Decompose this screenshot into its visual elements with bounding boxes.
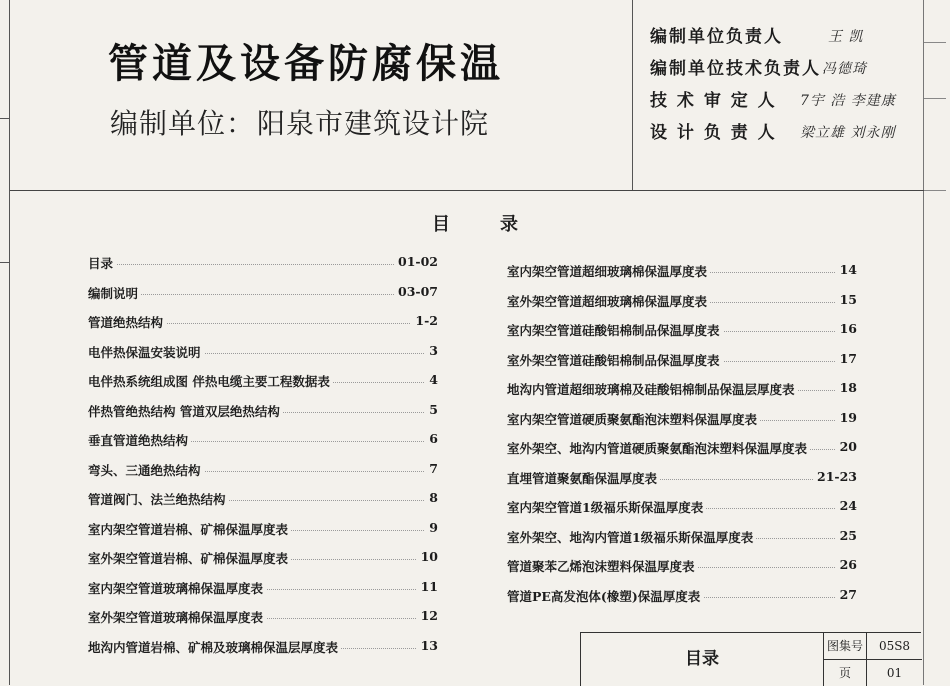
toc-item[interactable] (507, 557, 857, 587)
toc-item[interactable] (88, 372, 438, 402)
toc-item[interactable] (507, 262, 857, 292)
border-tick (0, 262, 10, 263)
header-bottom-rule (10, 190, 924, 191)
toc-item-page: 5 (425, 402, 438, 417)
staff-role: 技 术 审 定 人 (650, 91, 777, 111)
toc-item-page: 4 (425, 372, 438, 387)
toc-item-title: 管道聚苯乙烯泡沫塑料保温厚度表 (507, 557, 698, 575)
border-tick (924, 190, 946, 191)
compiling-unit-label: 编制单位： (110, 107, 256, 140)
toc-item-title: 管道绝热结构 (88, 313, 166, 331)
toc-item-title: 室外架空、地沟内管道1级福乐斯保温厚度表 (507, 528, 756, 546)
toc-item-title: 室外架空管道超细玻璃棉保温厚度表 (507, 292, 710, 310)
toc-item-page: 3 (425, 343, 438, 358)
toc-item-page: 25 (836, 528, 857, 543)
toc-item-title: 地沟内管道岩棉、矿棉及玻璃棉保温层厚度表 (88, 638, 341, 656)
toc-item[interactable] (88, 343, 438, 373)
toc-item-title: 弯头、三通绝热结构 (88, 461, 204, 479)
toc-item-page: 7 (425, 461, 438, 476)
toc-item-title: 管道阀门、法兰绝热结构 (88, 490, 229, 508)
toc-item[interactable] (88, 608, 438, 638)
atlas-title: 管道及设备防腐保温 (108, 41, 504, 87)
staff-signature: 冯德琦 (822, 61, 867, 77)
toc-item[interactable] (507, 351, 857, 381)
toc-item-title: 室内架空管道超细玻璃棉保温厚度表 (507, 262, 710, 280)
toc-item-title: 地沟内管道超细玻璃棉及硅酸铝棉制品保温层厚度表 (507, 380, 798, 398)
toc-item-title: 编制说明 (88, 284, 141, 302)
staff-signature: 王 凯 (828, 29, 864, 45)
toc-item[interactable] (88, 638, 438, 668)
toc-item-page: 20 (836, 439, 857, 454)
toc-item-page: 9 (425, 520, 438, 535)
toc-item[interactable] (88, 431, 438, 461)
toc-item-page: 26 (836, 557, 857, 572)
toc-item[interactable] (88, 520, 438, 550)
toc-item-page: 11 (417, 579, 438, 594)
toc-item-title: 电伴热保温安装说明 (88, 343, 204, 361)
title-block-grid (823, 633, 922, 686)
toc-item-page: 24 (836, 498, 857, 513)
toc-item-page: 21-23 (813, 469, 857, 484)
toc-item-title: 室外架空管道硅酸铝棉制品保温厚度表 (507, 351, 723, 369)
toc-item-title: 目录 (88, 254, 116, 272)
staff-role: 设 计 负 责 人 (650, 123, 777, 143)
toc-right-column (507, 262, 857, 616)
toc-item[interactable] (88, 254, 438, 284)
staff-signature: 7宇 浩 李建康 (800, 93, 896, 109)
compiling-unit (110, 102, 489, 142)
staff-row (650, 22, 930, 54)
atlas-number-value: 05S8 (878, 639, 911, 653)
toc-item-page: 19 (836, 410, 857, 425)
staff-row (650, 118, 930, 150)
toc-item[interactable] (507, 587, 857, 617)
toc-item-page: 14 (836, 262, 857, 277)
toc-item[interactable] (88, 461, 438, 491)
toc-item-title: 垂直管道绝热结构 (88, 431, 191, 449)
toc-item[interactable] (88, 284, 438, 314)
toc-heading-right: 录 (500, 214, 518, 235)
toc-item[interactable] (507, 469, 857, 499)
toc-item[interactable] (507, 410, 857, 440)
toc-heading-left: 目 (432, 214, 450, 235)
border-tick (0, 118, 10, 119)
toc-item-title: 室内架空管道玻璃棉保温厚度表 (88, 579, 266, 597)
toc-left-column (88, 254, 438, 667)
toc-item-title: 室内架空管道硬质聚氨酯泡沫塑料保温厚度表 (507, 410, 760, 428)
toc-leader (88, 264, 438, 265)
toc-item[interactable] (507, 380, 857, 410)
toc-item[interactable] (507, 498, 857, 528)
toc-item-title: 伴热管绝热结构 管道双层绝热结构 (88, 402, 283, 420)
toc-item-page: 17 (836, 351, 857, 366)
toc-item[interactable] (88, 490, 438, 520)
toc-item[interactable] (507, 528, 857, 558)
toc-item-page: 8 (425, 490, 438, 505)
toc-item-page: 13 (417, 638, 438, 653)
toc-item-page: 18 (836, 380, 857, 395)
toc-item[interactable] (88, 313, 438, 343)
toc-item-title: 直埋管道聚氨酯保温厚度表 (507, 469, 660, 487)
staff-role: 编制单位技术负责人 (650, 59, 821, 79)
staff-row (650, 86, 930, 118)
toc-item-title: 管道PE高发泡体(橡塑)保温厚度表 (507, 587, 703, 605)
atlas-number-label: 图集号 (826, 639, 863, 653)
toc-item-page: 03-07 (394, 284, 438, 299)
toc-item-title: 室外架空、地沟内管道硬质聚氨酯泡沫塑料保温厚度表 (507, 439, 810, 457)
toc-item[interactable] (507, 292, 857, 322)
toc-item-page: 01-02 (394, 254, 438, 269)
toc-item-title: 室外架空管道玻璃棉保温厚度表 (88, 608, 266, 626)
toc-item-page: 1-2 (411, 313, 438, 328)
toc-item[interactable] (507, 321, 857, 351)
toc-item[interactable] (88, 579, 438, 609)
page-label: 页 (838, 666, 851, 680)
compiling-unit-value: 阳泉市建筑设计院 (257, 107, 490, 140)
page-value: 01 (886, 666, 903, 680)
title-block (580, 632, 921, 686)
toc-item-page: 6 (425, 431, 438, 446)
toc-item-title: 室内架空管道硅酸铝棉制品保温厚度表 (507, 321, 723, 339)
toc-item-page: 27 (836, 587, 857, 602)
staff-row (650, 54, 930, 86)
toc-item-page: 16 (836, 321, 857, 336)
staff-block (650, 22, 930, 150)
toc-item[interactable] (88, 549, 438, 579)
toc-item-title: 室内架空管道1级福乐斯保温厚度表 (507, 498, 706, 516)
toc-item-title: 电伴热系统组成图 伴热电缆主要工程数据表 (88, 372, 333, 390)
header-divider (632, 0, 633, 190)
toc-item[interactable] (507, 439, 857, 469)
staff-role: 编制单位负责人 (650, 27, 783, 47)
toc-item-title: 室内架空管道岩棉、矿棉保温厚度表 (88, 520, 291, 538)
toc-item-page: 10 (417, 549, 438, 564)
left-border (9, 0, 10, 685)
toc-item[interactable] (88, 402, 438, 432)
title-block-name: 目录 (685, 649, 719, 669)
staff-signature: 梁立雄 刘永刚 (800, 125, 896, 141)
toc-item-page: 15 (836, 292, 857, 307)
toc-item-page: 12 (417, 608, 438, 623)
toc-item-title: 室外架空管道岩棉、矿棉保温厚度表 (88, 549, 291, 567)
